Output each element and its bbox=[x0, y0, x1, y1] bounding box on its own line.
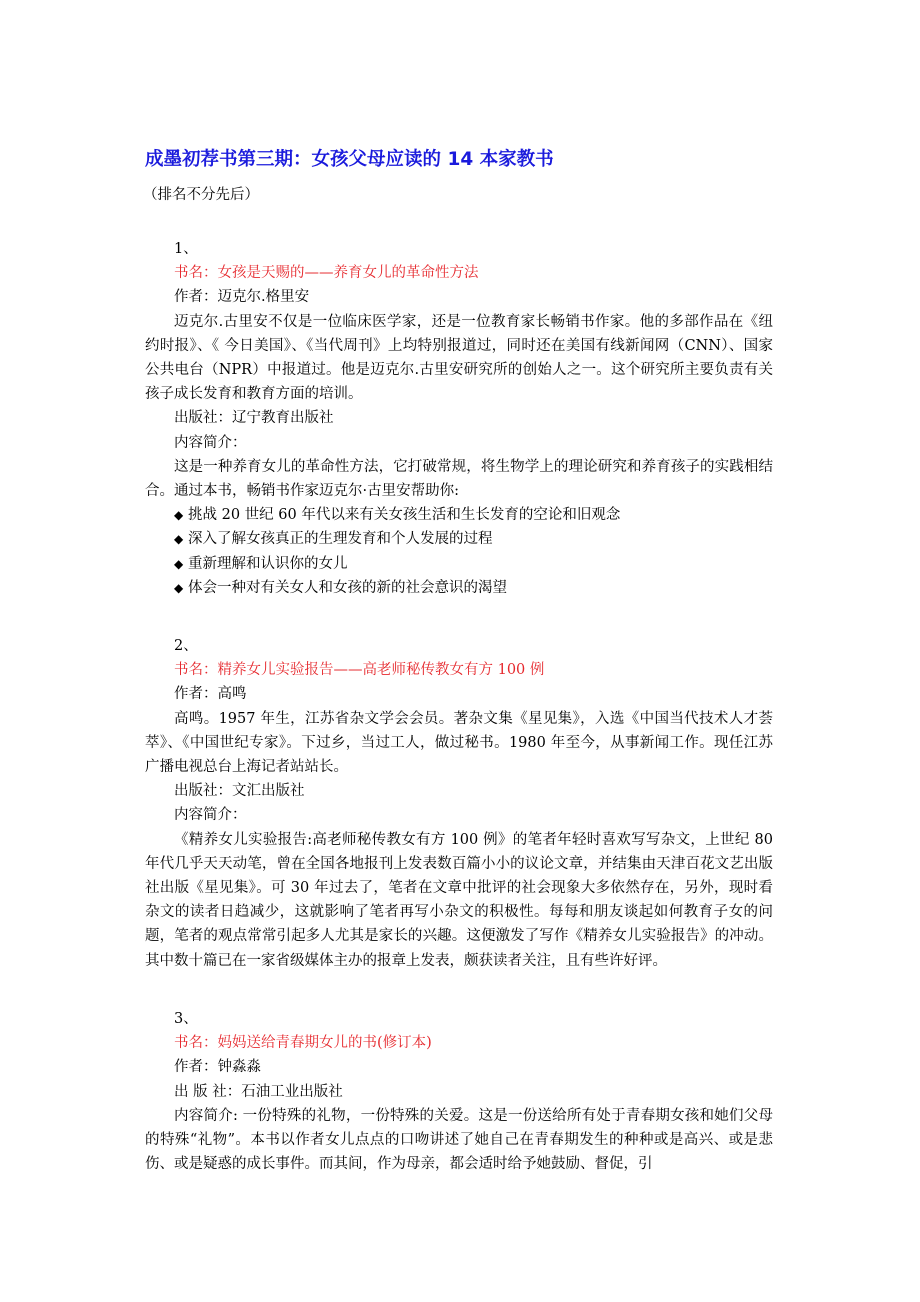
diamond-bullet-icon: ◆ bbox=[174, 508, 184, 523]
bullet-text: 重新理解和认识你的女儿 bbox=[188, 555, 348, 572]
intro-text: 内容简介: 一份特殊的礼物，一份特殊的关爱。这是一份送给所有处于青春期女孩和她们父母的特殊“礼物”。本书以作者女儿点点的口吻讲述了她自己在青春期发生的种种或是高兴、或是悲伤、或是疑惑的成长事件。而其间，作为母亲，都会适时给予她鼓励、督促，引 bbox=[145, 1107, 773, 1173]
bullet-item bbox=[145, 576, 773, 600]
book-entry bbox=[145, 237, 773, 600]
bullet-item bbox=[145, 527, 773, 551]
book-entry bbox=[145, 634, 773, 973]
intro-label: 内容简介： bbox=[174, 434, 247, 451]
diamond-bullet-icon: ◆ bbox=[174, 580, 184, 595]
book-author: 作者：钟淼淼 bbox=[174, 1059, 261, 1076]
book-publisher: 出 版 社：石油工业出版社 bbox=[174, 1083, 343, 1100]
intro-text: 《精养女儿实验报告:高老师秘传教女有方 100 例》的笔者年轻时喜欢写写杂文，上世纪 80 年代几乎天天动笔，曾在全国各地报刊上发表数百篇小小的议论文章，并结集由天津百花文艺出版社出版《星见集》。可 30 年过去了，笔者在文章中批评的社会现象大多依然存在，另外，现时看杂文的读者日趋减少，这就影响了笔者再写小杂文的积极性。每每和朋友谈起如何教育子女的问题，笔者的观点常常引起多人尤其是家长的兴趣。这便激发了写作《精养女儿实验报告》的冲动。其中数十篇已在一家省级媒体主办的报章上发表，颇获读者关注，且有些许好评。 bbox=[145, 831, 773, 969]
book-title: 书名：女孩是天赐的——养育女儿的革命性方法 bbox=[174, 265, 479, 282]
bullet-item bbox=[145, 552, 773, 576]
book-number: 2、 bbox=[174, 638, 198, 655]
book-publisher: 出版社：辽宁教育出版社 bbox=[174, 410, 334, 427]
book-author: 作者：高鸣 bbox=[174, 686, 247, 703]
author-bio: 迈克尔.古里安不仅是一位临床医学家，还是一位教育家长畅销书作家。他的多部作品在《纽约时报》、《 今日美国》、《当代周刊》上均特别报道过，同时还在美国有线新闻网（CNN）、国家公共电台（NPR）中报道过。他是迈克尔.古里安研究所的创始人之一。这个研究所主要负责有关孩子成长发育和教育方面的培训。 bbox=[145, 313, 773, 403]
document-subtitle: （排名不分先后） bbox=[143, 187, 259, 203]
author-bio: 高鸣。1957 年生，江苏省杂文学会会员。著杂文集《星见集》，入选《中国当代技术人才荟萃》、《中国世纪专家》。下过乡，当过工人，做过秘书。1980 年至今，从事新闻工作。现任江苏广播电视总台上海记者站站长。 bbox=[145, 710, 773, 776]
intro-text: 这是一种养育女儿的革命性方法，它打破常规，将生物学上的理论研究和养育孩子的实践相结合。通过本书，畅销书作家迈克尔·古里安帮助你: bbox=[145, 458, 773, 500]
bullet-text: 体会一种对有关女人和女孩的新的社会意识的渴望 bbox=[188, 579, 507, 596]
bullet-text: 挑战 20 世纪 60 年代以来有关女孩生活和生长发育的空论和旧观念 bbox=[188, 507, 621, 524]
diamond-bullet-icon: ◆ bbox=[174, 532, 184, 547]
bullet-item bbox=[145, 503, 773, 527]
document-title: 成墨初荐书第三期：女孩父母应读的 14 本家教书 bbox=[145, 149, 554, 170]
book-title: 书名：妈妈送给青春期女儿的书(修订本) bbox=[174, 1035, 432, 1052]
book-author: 作者：迈克尔.格里安 bbox=[174, 289, 310, 306]
book-publisher: 出版社：文汇出版社 bbox=[174, 783, 305, 800]
bullet-text: 深入了解女孩真正的生理发育和个人发展的过程 bbox=[188, 531, 493, 548]
intro-label: 内容简介： bbox=[174, 807, 247, 824]
diamond-bullet-icon: ◆ bbox=[174, 556, 184, 571]
document-page bbox=[145, 147, 773, 1176]
book-title: 书名：精养女儿实验报告——高老师秘传教女有方 100 例 bbox=[174, 662, 545, 679]
book-number: 1、 bbox=[174, 241, 198, 257]
book-entry bbox=[145, 1007, 773, 1176]
book-number: 3、 bbox=[174, 1010, 198, 1027]
